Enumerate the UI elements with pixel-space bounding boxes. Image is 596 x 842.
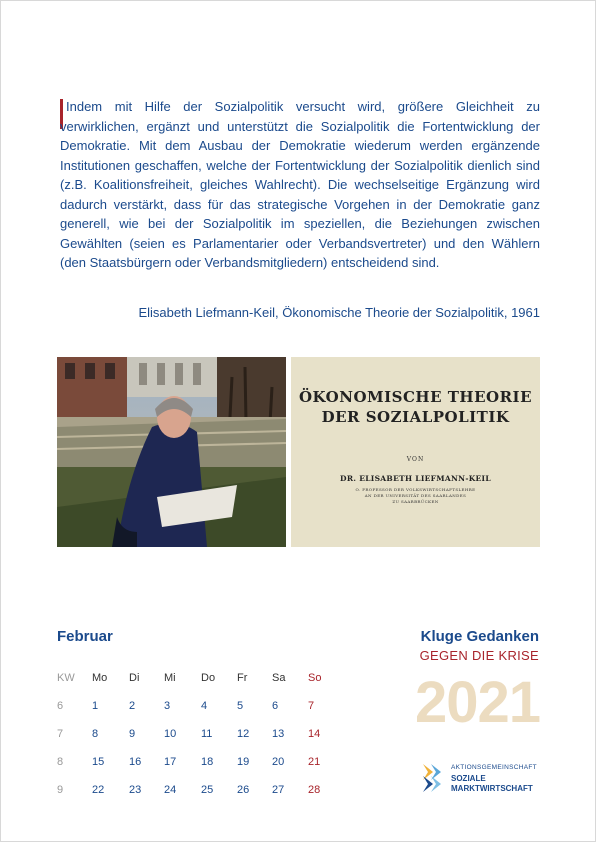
calendar-day: 26 (237, 784, 250, 796)
header-mo: Mo (92, 672, 108, 684)
brand-title: Kluge Gedanken (420, 628, 539, 645)
header-sa: Sa (272, 672, 286, 684)
book-title: ÖKONOMISCHE THEORIE DER SOZIALPOLITIK (298, 388, 532, 426)
calendar-day: 17 (164, 756, 177, 768)
calendar-day: 12 (237, 728, 250, 740)
logo-text-organization: AKTIONSGEMEINSCHAFT (451, 764, 537, 771)
calendar-day: 6 (272, 700, 279, 712)
calendar-sunday: 14 (308, 728, 321, 740)
header-do: Do (201, 672, 216, 684)
calendar-day: 1 (92, 700, 99, 712)
calendar-day: 22 (92, 784, 105, 796)
calendar-day: 16 (129, 756, 142, 768)
calendar-day: 9 (129, 728, 136, 740)
calendar-day: 15 (92, 756, 105, 768)
quote-block (60, 97, 540, 273)
quote-text: Indem mit Hilfe der Sozialpolitik versucht wird, größere Gleichheit zu verwirklichen, ergänzt und unterstützt die Sozialpolitik die Fortentwicklung der Demokratie. Mit dem Ausbau der Demokratie wiederum werden ergänzende Institutionen geschaffen, welche der Fortentwicklung der Sozialpolitik dienlich sind (z.B. Koalitionsfreiheit, gleiches Wahlrecht). Die wechselseitige Ergänzung wird dadurch verstärkt, dass für das strategische Vorgehen in der Demokratie ganz generell, wie bei der Sozialpolitik im speziellen, die Beziehungen zwischen Gewählten (seien es Parlamentarier oder Verbandsvertreter) und den Wählern (den Staatsbürgern oder Verbandsmitgliedern) entscheidend sind. (60, 99, 540, 270)
calendar-day: 19 (237, 756, 250, 768)
calendar-year: 2021 (414, 670, 540, 735)
header-fr: Fr (237, 672, 248, 684)
calendar-day: 5 (237, 700, 244, 712)
book-author: DR. ELISABETH LIEFMANN-KEIL (340, 474, 491, 483)
brand-subtitle: GEGEN DIE KRISE (419, 648, 539, 663)
calendar-day: 11 (201, 728, 213, 740)
calendar-day: 4 (201, 700, 208, 712)
calendar-day: 20 (272, 756, 285, 768)
calendar-day: 25 (201, 784, 214, 796)
portrait-illustration (57, 357, 286, 547)
calendar-day: 24 (164, 784, 177, 796)
calendar-day: 3 (164, 700, 171, 712)
calendar-month: Februar (57, 628, 113, 645)
calendar-day: 13 (272, 728, 285, 740)
calendar-sunday: 21 (308, 756, 321, 768)
header-kw: KW (57, 672, 75, 684)
portrait-photo (57, 357, 286, 547)
calendar-sunday: 7 (308, 700, 315, 712)
calendar-day: 27 (272, 784, 285, 796)
logo-text-name: SOZIALE MARKTWIRTSCHAFT (451, 774, 533, 793)
book-von: VON (406, 456, 425, 463)
week-number: 8 (57, 756, 64, 768)
week-number: 7 (57, 728, 64, 740)
header-so: So (308, 672, 322, 684)
week-number: 9 (57, 784, 64, 796)
calendar-sunday: 28 (308, 784, 321, 796)
calendar-day: 2 (129, 700, 136, 712)
calendar-day: 23 (129, 784, 142, 796)
calendar-day: 8 (92, 728, 99, 740)
week-number: 6 (57, 700, 64, 712)
asm-logo-icon (421, 762, 447, 794)
header-mi: Mi (164, 672, 176, 684)
calendar-day: 10 (164, 728, 177, 740)
book-title-page (291, 357, 540, 547)
quote-citation: Elisabeth Liefmann-Keil, Ökonomische Theorie der Sozialpolitik, 1961 (138, 305, 540, 320)
header-di: Di (129, 672, 140, 684)
book-author-affiliation: O. PROFESSOR DER VOLKSWIRTSCHAFTSLEHRE AN DER UNIVERSITÄT DES SAARLANDES ZU SAARBRÜCKEN (355, 487, 476, 504)
calendar-day: 18 (201, 756, 214, 768)
